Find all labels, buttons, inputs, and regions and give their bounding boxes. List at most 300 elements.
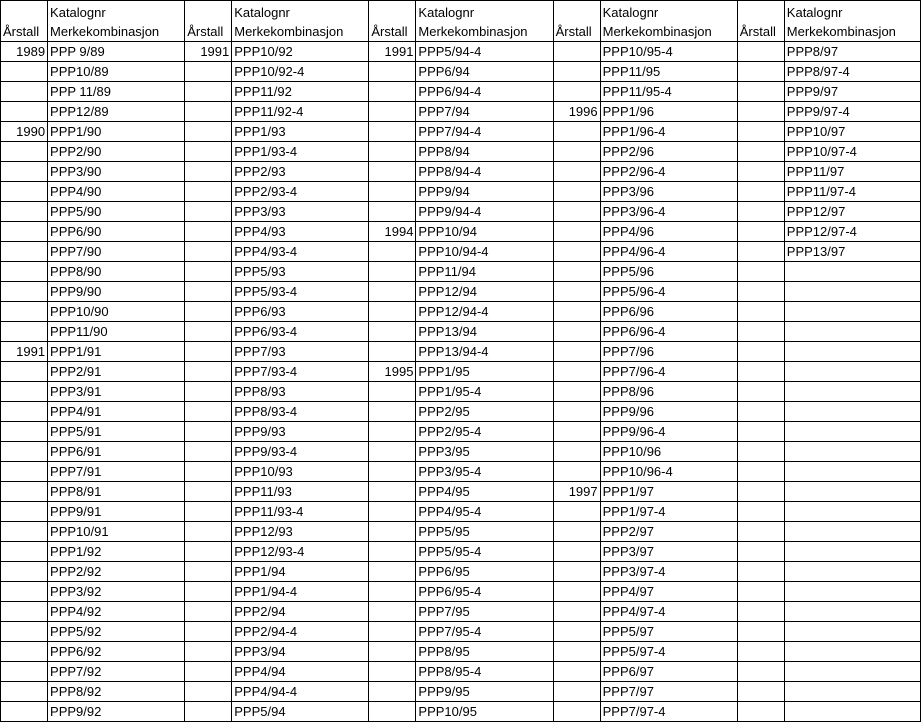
year-cell	[1, 242, 48, 262]
catalog-code-cell: PPP8/96	[600, 382, 737, 402]
year-cell	[737, 422, 784, 442]
year-cell	[553, 602, 600, 622]
catalog-code-cell	[784, 562, 920, 582]
catalog-code-cell: PPP5/96	[600, 262, 737, 282]
catalog-code-cell: PPP6/94	[416, 62, 553, 82]
catalog-code-cell: PPP11/92	[232, 82, 369, 102]
catalog-code-cell: PPP5/94-4	[416, 42, 553, 62]
year-cell	[737, 82, 784, 102]
year-cell	[185, 562, 232, 582]
catalog-code-cell: PPP8/94	[416, 142, 553, 162]
table-row	[1, 482, 921, 502]
year-cell	[185, 602, 232, 622]
catalog-code-cell	[784, 542, 920, 562]
catalog-code-cell: PPP3/91	[48, 382, 185, 402]
catalog-code-cell: PPP7/93-4	[232, 362, 369, 382]
catalog-code-cell: PPP10/90	[48, 302, 185, 322]
catalog-code-cell: PPP4/90	[48, 182, 185, 202]
table-row	[1, 562, 921, 582]
year-cell	[553, 642, 600, 662]
year-cell	[369, 642, 416, 662]
catalog-code-cell	[784, 282, 920, 302]
catalog-code-cell: PPP7/92	[48, 662, 185, 682]
catalog-code-cell: PPP13/97	[784, 242, 920, 262]
catalog-code-cell	[784, 582, 920, 602]
year-cell	[369, 242, 416, 262]
year-cell	[1, 582, 48, 602]
year-cell: 1996	[553, 102, 600, 122]
catalog-code-cell: PPP4/96	[600, 222, 737, 242]
year-cell	[369, 182, 416, 202]
year-cell	[737, 42, 784, 62]
catalog-code-cell: PPP9/96	[600, 402, 737, 422]
catalog-code-cell: PPP8/93	[232, 382, 369, 402]
year-cell	[1, 102, 48, 122]
year-cell	[1, 262, 48, 282]
year-cell	[1, 462, 48, 482]
table-row	[1, 582, 921, 602]
table-row	[1, 342, 921, 362]
year-cell	[737, 522, 784, 542]
table-row	[1, 702, 921, 722]
year-cell	[185, 142, 232, 162]
code-header	[232, 1, 369, 42]
year-cell: 1991	[1, 342, 48, 362]
catalog-code-cell: PPP10/92-4	[232, 62, 369, 82]
table-row	[1, 542, 921, 562]
catalog-code-cell: PPP 9/89	[48, 42, 185, 62]
code-header-line1: Katalognr	[786, 5, 843, 20]
year-cell	[737, 202, 784, 222]
catalog-code-cell: PPP12/93	[232, 522, 369, 542]
catalog-code-cell: PPP10/95-4	[600, 42, 737, 62]
year-cell	[553, 622, 600, 642]
catalog-code-cell: PPP12/94-4	[416, 302, 553, 322]
year-cell	[1, 642, 48, 662]
table-row	[1, 202, 921, 222]
year-cell	[553, 702, 600, 722]
year-cell	[185, 302, 232, 322]
catalog-code-cell: PPP2/95-4	[416, 422, 553, 442]
code-header	[600, 1, 737, 42]
catalog-code-cell: PPP11/95-4	[600, 82, 737, 102]
year-cell	[185, 442, 232, 462]
table-row	[1, 522, 921, 542]
catalog-code-cell: PPP7/97-4	[600, 702, 737, 722]
catalog-code-cell: PPP9/90	[48, 282, 185, 302]
code-header	[784, 1, 920, 42]
year-cell	[369, 622, 416, 642]
year-header: Årstall	[737, 1, 784, 42]
table-row	[1, 502, 921, 522]
year-cell	[737, 362, 784, 382]
year-cell	[1, 402, 48, 422]
code-header-line1: Katalognr	[418, 5, 475, 20]
catalog-code-cell: PPP1/90	[48, 122, 185, 142]
year-header: Årstall	[185, 1, 232, 42]
table-row	[1, 102, 921, 122]
catalog-code-cell: PPP6/97	[600, 662, 737, 682]
year-cell	[185, 522, 232, 542]
catalog-code-cell	[784, 382, 920, 402]
catalog-code-cell: PPP11/92-4	[232, 102, 369, 122]
catalog-code-cell: PPP10/97-4	[784, 142, 920, 162]
year-cell	[553, 242, 600, 262]
year-cell	[737, 142, 784, 162]
year-cell	[1, 282, 48, 302]
year-cell	[369, 102, 416, 122]
year-cell	[737, 702, 784, 722]
catalog-code-cell	[784, 622, 920, 642]
year-cell	[185, 282, 232, 302]
year-cell	[1, 182, 48, 202]
year-cell	[737, 182, 784, 202]
code-header-line1: Katalognr	[50, 5, 106, 20]
code-header-line2: Merkekombinasjon	[418, 24, 528, 39]
year-cell	[1, 562, 48, 582]
code-header-line2: Merkekombinasjon	[50, 24, 160, 39]
catalog-code-cell: PPP12/94	[416, 282, 553, 302]
year-cell: 1994	[369, 222, 416, 242]
catalog-code-cell: PPP5/95	[416, 522, 553, 542]
year-cell	[369, 202, 416, 222]
year-cell	[737, 302, 784, 322]
year-cell	[1, 302, 48, 322]
catalog-code-cell: PPP2/93-4	[232, 182, 369, 202]
table-row	[1, 182, 921, 202]
year-cell	[553, 342, 600, 362]
table-row	[1, 142, 921, 162]
year-cell	[369, 142, 416, 162]
catalog-code-cell: PPP9/93-4	[232, 442, 369, 462]
year-cell	[185, 582, 232, 602]
year-cell	[553, 362, 600, 382]
year-cell	[553, 582, 600, 602]
year-cell	[737, 682, 784, 702]
year-cell	[185, 322, 232, 342]
table-row	[1, 442, 921, 462]
year-cell	[737, 402, 784, 422]
catalog-code-cell: PPP3/96-4	[600, 202, 737, 222]
year-cell	[369, 482, 416, 502]
catalog-code-cell: PPP12/89	[48, 102, 185, 122]
year-cell: 1995	[369, 362, 416, 382]
catalog-code-cell: PPP9/91	[48, 502, 185, 522]
header-row	[1, 1, 921, 42]
year-cell: 1997	[553, 482, 600, 502]
catalog-code-cell: PPP9/94	[416, 182, 553, 202]
catalog-code-cell: PPP5/95-4	[416, 542, 553, 562]
year-cell	[369, 382, 416, 402]
year-cell	[1, 62, 48, 82]
catalog-code-cell: PPP2/94	[232, 602, 369, 622]
table-row	[1, 302, 921, 322]
year-cell	[737, 482, 784, 502]
catalog-code-cell	[784, 402, 920, 422]
catalog-code-cell: PPP8/95	[416, 642, 553, 662]
catalog-code-cell	[784, 442, 920, 462]
catalog-code-cell: PPP3/90	[48, 162, 185, 182]
year-cell	[369, 702, 416, 722]
catalog-code-cell: PPP5/93	[232, 262, 369, 282]
catalog-code-cell: PPP1/96-4	[600, 122, 737, 142]
year-cell	[369, 342, 416, 362]
catalog-code-cell	[784, 262, 920, 282]
year-header: Årstall	[1, 1, 48, 42]
year-cell	[737, 322, 784, 342]
table-row	[1, 422, 921, 442]
year-cell	[369, 522, 416, 542]
catalog-code-cell: PPP7/95-4	[416, 622, 553, 642]
catalog-code-cell: PPP10/92	[232, 42, 369, 62]
table-row	[1, 242, 921, 262]
table-row	[1, 362, 921, 382]
catalog-code-cell: PPP7/94	[416, 102, 553, 122]
table-row	[1, 122, 921, 142]
catalog-code-cell: PPP9/97-4	[784, 102, 920, 122]
year-cell	[737, 342, 784, 362]
catalog-code-cell: PPP7/94-4	[416, 122, 553, 142]
catalog-code-cell: PPP7/97	[600, 682, 737, 702]
year-cell	[1, 522, 48, 542]
catalog-code-cell: PPP3/93	[232, 202, 369, 222]
year-cell	[737, 442, 784, 462]
catalog-code-cell: PPP4/93	[232, 222, 369, 242]
table-row	[1, 262, 921, 282]
catalog-code-cell: PPP11/90	[48, 322, 185, 342]
year-cell	[1, 162, 48, 182]
year-cell	[185, 202, 232, 222]
catalog-code-cell: PPP9/94-4	[416, 202, 553, 222]
year-cell	[369, 302, 416, 322]
year-cell	[1, 702, 48, 722]
year-header: Årstall	[553, 1, 600, 42]
year-cell	[1, 222, 48, 242]
catalog-code-cell: PPP1/97-4	[600, 502, 737, 522]
catalog-code-cell	[784, 462, 920, 482]
year-cell	[369, 562, 416, 582]
catalog-code-cell: PPP2/90	[48, 142, 185, 162]
year-cell: 1991	[185, 42, 232, 62]
catalog-code-cell	[784, 502, 920, 522]
year-cell	[553, 122, 600, 142]
year-cell	[369, 82, 416, 102]
table-row	[1, 602, 921, 622]
catalog-code-cell: PPP6/93	[232, 302, 369, 322]
year-cell	[185, 402, 232, 422]
year-cell	[185, 242, 232, 262]
year-cell	[185, 62, 232, 82]
catalog-code-cell: PPP4/91	[48, 402, 185, 422]
year-cell	[1, 142, 48, 162]
table-row	[1, 662, 921, 682]
year-cell	[553, 522, 600, 542]
catalog-code-cell	[784, 482, 920, 502]
year-header: Årstall	[369, 1, 416, 42]
catalog-code-cell: PPP8/90	[48, 262, 185, 282]
code-header-line2: Merkekombinasjon	[234, 24, 344, 39]
year-cell	[553, 302, 600, 322]
catalog-code-cell: PPP9/96-4	[600, 422, 737, 442]
year-cell	[553, 322, 600, 342]
catalog-code-cell: PPP2/93	[232, 162, 369, 182]
catalog-code-cell	[784, 322, 920, 342]
year-cell	[185, 482, 232, 502]
year-cell	[1, 622, 48, 642]
year-cell	[553, 162, 600, 182]
year-cell: 1989	[1, 42, 48, 62]
catalog-code-cell: PPP8/94-4	[416, 162, 553, 182]
catalog-code-cell: PPP10/93	[232, 462, 369, 482]
catalog-code-cell: PPP5/91	[48, 422, 185, 442]
catalog-code-cell: PPP1/95	[416, 362, 553, 382]
catalog-code-cell: PPP7/91	[48, 462, 185, 482]
year-cell	[553, 462, 600, 482]
catalog-code-cell: PPP6/91	[48, 442, 185, 462]
year-cell	[553, 502, 600, 522]
catalog-code-cell: PPP1/97	[600, 482, 737, 502]
catalog-code-cell: PPP3/92	[48, 582, 185, 602]
year-cell	[369, 462, 416, 482]
year-cell	[737, 282, 784, 302]
catalog-code-cell	[784, 602, 920, 622]
catalog-code-cell: PPP4/94-4	[232, 682, 369, 702]
year-cell	[553, 202, 600, 222]
catalog-code-cell: PPP1/91	[48, 342, 185, 362]
year-cell	[737, 222, 784, 242]
year-cell	[553, 222, 600, 242]
code-header-line1: Katalognr	[234, 5, 290, 20]
catalog-code-cell: PPP2/95	[416, 402, 553, 422]
year-cell: 1990	[1, 122, 48, 142]
year-cell	[369, 162, 416, 182]
year-cell	[737, 162, 784, 182]
year-cell	[553, 42, 600, 62]
catalog-code-cell: PPP13/94	[416, 322, 553, 342]
year-cell	[1, 422, 48, 442]
catalog-code-cell: PPP6/94-4	[416, 82, 553, 102]
year-cell	[553, 542, 600, 562]
catalog-code-cell: PPP8/91	[48, 482, 185, 502]
catalog-code-cell: PPP1/95-4	[416, 382, 553, 402]
year-cell	[553, 402, 600, 422]
table-row	[1, 42, 921, 62]
table-body	[1, 42, 921, 722]
catalog-code-cell: PPP2/92	[48, 562, 185, 582]
catalog-code-cell: PPP5/93-4	[232, 282, 369, 302]
catalog-code-cell: PPP6/95	[416, 562, 553, 582]
year-cell	[185, 502, 232, 522]
year-cell	[1, 362, 48, 382]
catalog-code-cell: PPP11/93-4	[232, 502, 369, 522]
catalog-code-cell: PPP6/90	[48, 222, 185, 242]
year-cell	[369, 682, 416, 702]
year-cell	[369, 62, 416, 82]
catalog-code-cell: PPP10/94	[416, 222, 553, 242]
year-cell	[369, 542, 416, 562]
year-cell	[1, 82, 48, 102]
catalog-code-cell	[784, 702, 920, 722]
table-row	[1, 162, 921, 182]
year-cell	[553, 182, 600, 202]
year-cell	[553, 62, 600, 82]
catalog-code-cell: PPP11/97-4	[784, 182, 920, 202]
catalog-code-cell: PPP6/93-4	[232, 322, 369, 342]
catalog-code-cell: PPP1/93-4	[232, 142, 369, 162]
catalog-code-cell: PPP5/97	[600, 622, 737, 642]
catalog-code-cell: PPP9/97	[784, 82, 920, 102]
catalog-code-cell: PPP12/97	[784, 202, 920, 222]
code-header	[48, 1, 185, 42]
year-cell	[1, 442, 48, 462]
catalog-code-cell: PPP3/97	[600, 542, 737, 562]
catalog-code-cell: PPP12/97-4	[784, 222, 920, 242]
catalog-code-cell: PPP3/95-4	[416, 462, 553, 482]
catalog-code-cell: PPP11/95	[600, 62, 737, 82]
year-cell	[185, 162, 232, 182]
catalog-code-cell: PPP4/92	[48, 602, 185, 622]
catalog-code-cell: PPP6/92	[48, 642, 185, 662]
catalog-code-cell: PPP10/89	[48, 62, 185, 82]
catalog-code-cell: PPP7/96	[600, 342, 737, 362]
year-cell	[553, 682, 600, 702]
catalog-code-cell: PPP5/94	[232, 702, 369, 722]
catalog-code-cell: PPP1/94-4	[232, 582, 369, 602]
table-row	[1, 82, 921, 102]
year-cell	[185, 262, 232, 282]
catalog-code-cell: PPP6/96	[600, 302, 737, 322]
year-cell: 1991	[369, 42, 416, 62]
catalog-code-cell: PPP3/94	[232, 642, 369, 662]
catalog-code-cell: PPP10/91	[48, 522, 185, 542]
year-cell	[185, 122, 232, 142]
catalog-code-cell: PPP2/94-4	[232, 622, 369, 642]
table-row	[1, 322, 921, 342]
year-cell	[185, 422, 232, 442]
year-cell	[553, 82, 600, 102]
year-cell	[553, 262, 600, 282]
catalog-code-cell	[784, 422, 920, 442]
catalog-code-cell: PPP10/96	[600, 442, 737, 462]
year-cell	[1, 542, 48, 562]
year-cell	[1, 502, 48, 522]
year-cell	[185, 382, 232, 402]
catalog-code-cell: PPP11/93	[232, 482, 369, 502]
catalog-code-cell: PPP8/97	[784, 42, 920, 62]
year-cell	[369, 602, 416, 622]
table-row	[1, 462, 921, 482]
catalog-code-cell: PPP1/94	[232, 562, 369, 582]
catalog-code-cell: PPP5/96-4	[600, 282, 737, 302]
catalog-code-cell: PPP7/93	[232, 342, 369, 362]
catalog-code-cell: PPP1/92	[48, 542, 185, 562]
catalog-code-cell: PPP10/96-4	[600, 462, 737, 482]
year-cell	[737, 122, 784, 142]
year-cell	[737, 242, 784, 262]
year-cell	[369, 502, 416, 522]
year-cell	[553, 382, 600, 402]
table-row	[1, 222, 921, 242]
year-cell	[1, 202, 48, 222]
year-cell	[737, 382, 784, 402]
year-cell	[185, 342, 232, 362]
year-cell	[553, 662, 600, 682]
catalog-code-cell: PPP10/95	[416, 702, 553, 722]
year-cell	[185, 702, 232, 722]
table-row	[1, 622, 921, 642]
catalog-code-cell	[784, 642, 920, 662]
table-row	[1, 642, 921, 662]
